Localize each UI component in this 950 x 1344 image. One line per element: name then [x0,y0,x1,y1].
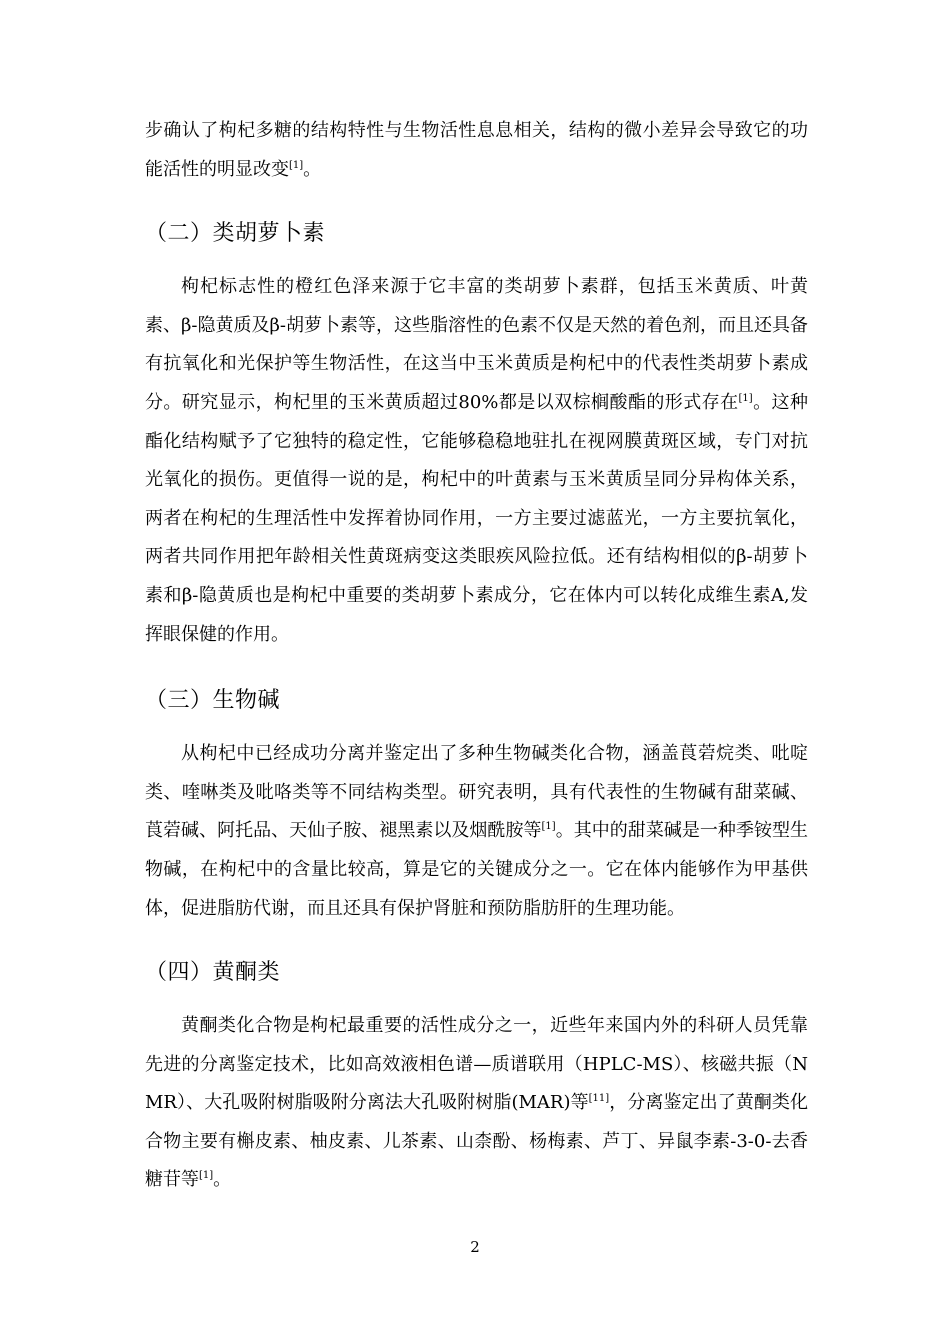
alkaloids-paragraph [145,735,808,928]
flavonoids-paragraph [145,1007,808,1200]
intro-text: 步确认了枸杞多糖的结构特性与生物活性息息相关，结构的微小差异会导致它的功能活性的明显改变 [145,120,808,180]
carotenoids-text-a: 枸杞标志性的橙红色泽来源于它丰富的类胡萝卜素群，包括玉米黄质、叶黄素、β-隐黄质及β-胡萝卜素等，这些脂溶性的色素不仅是天然的着色剂，而且还具备有抗氧化和光保护等生物活性，在这当中玉米黄质是枸杞中的代表性类胡萝卜素成分。研究显示，枸杞里的玉米黄质超过80%都是以双棕榈酸酯的形式存在 [145,276,808,413]
alkaloids-text-a: 从枸杞中已经成功分离并鉴定出了多种生物碱类化合物，涵盖莨菪烷类、吡啶类、喹啉类及吡咯类等不同结构类型。研究表明，具有代表性的生物碱有甜菜碱、莨菪碱、阿托品、天仙子胺、褪黑素以及烟酰胺等 [145,743,808,842]
intro-tail: 。 [303,158,322,180]
citation-ref: [1] [738,392,753,404]
citation-ref: [1] [541,821,556,833]
carotenoids-text-b: 。这种酯化结构赋予了它独特的稳定性，它能够稳稳地驻扎在视网膜黄斑区域，专门对抗光氧化的损伤。更值得一说的是，枸杞中的叶黄素与玉米黄质呈同分异构体关系，两者在枸杞的生理活性中发挥着协同作用，一方主要过滤蓝光，一方主要抗氧化，两者共同作用把年龄相关性黄斑病变这类眼疾风险拉低。还有结构相似的β-胡萝卜素和β-隐黄质也是枸杞中重要的类胡萝卜素成分，它在体内可以转化成维生素A,发挥眼保健的作用。 [145,391,808,645]
alkaloids-text-b: 。其中的甜菜碱是一种季铵型生物碱，在枸杞中的含量比较高，算是它的关键成分之一。它在体内能够作为甲基供体，促进脂肪代谢，而且还具有保护肾脏和预防脂肪肝的生理功能。 [145,820,809,919]
flavonoids-text-a: 黄酮类化合物是枸杞最重要的活性成分之一，近些年来国内外的科研人员凭靠先进的分离鉴定技术，比如高效液相色谱—质谱联用（HPLC-MS）、核磁共振（NMR）、大孔吸附树脂吸附分离法大孔吸附树脂(MAR)等 [145,1015,808,1114]
heading-flavonoids: （四）黄酮类 [145,960,281,986]
intro-paragraph [145,112,808,189]
flavonoids-text-b: ，分离鉴定出了黄酮类化合物主要有槲皮素、柚皮素、儿茶素、山柰酚、杨梅素、芦丁、异鼠李素-3-0-去香糖苷等 [145,1092,809,1191]
page-body [145,112,808,1200]
heading-carotenoids: （二）类胡萝卜素 [145,221,326,247]
citation-ref: [1] [289,159,304,171]
citation-ref: [11] [588,1093,610,1105]
page-number: 2 [470,1238,480,1256]
flavonoids-tail: 。 [213,1169,232,1191]
heading-alkaloids: （三）生物碱 [145,688,281,714]
citation-ref: [1] [199,1170,214,1182]
carotenoids-paragraph [145,268,808,654]
